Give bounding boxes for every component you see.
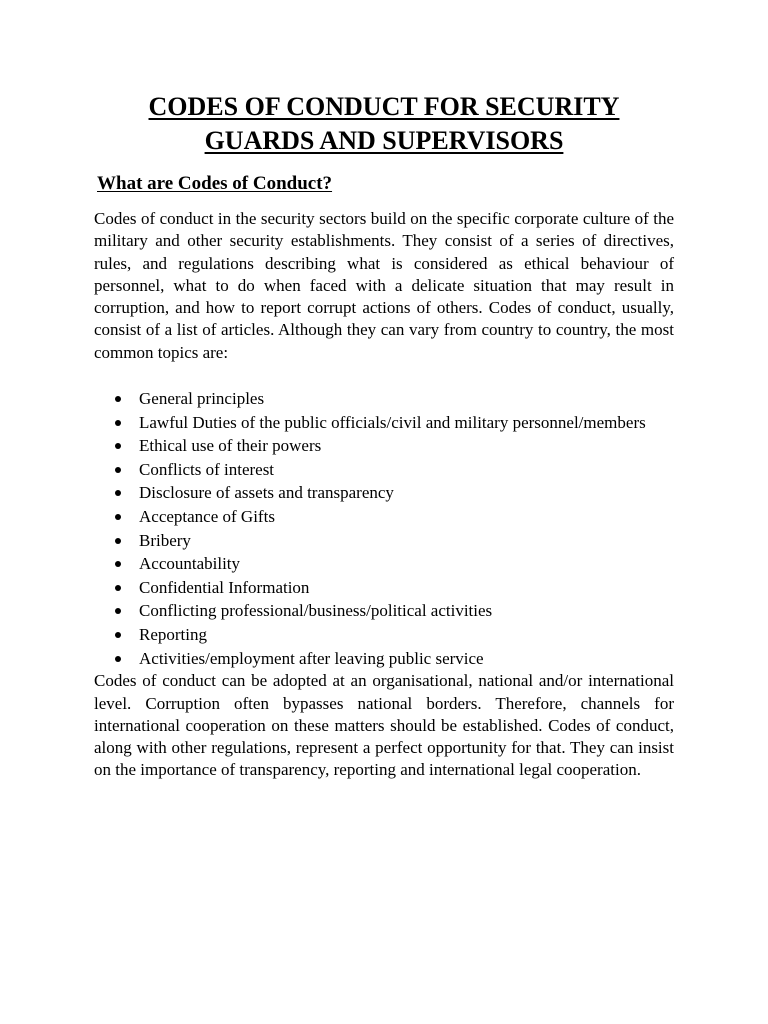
list-item-text: Disclosure of assets and transparency <box>139 483 394 503</box>
bullet-icon <box>115 467 121 473</box>
bullet-icon <box>115 420 121 426</box>
list-item <box>139 576 674 600</box>
bullet-icon <box>115 443 121 449</box>
closing-paragraph: Codes of conduct can be adopted at an organisational, national and/or international level. Corruption often bypasses national borders. Therefore, channels for international cooperation on these matters should be established. Codes of conduct, along with other regulations, represent a perfect opportunity for that. They can insist on the importance of transparency, reporting and international legal cooperation. <box>94 671 674 780</box>
list-item-text: General principles <box>139 389 265 409</box>
list-item-text: Activities/employment after leaving public service <box>139 648 484 668</box>
bullet-icon <box>115 585 121 591</box>
list-item-text: Bribery <box>139 530 191 550</box>
page-title <box>94 90 674 158</box>
topics-list <box>94 387 674 670</box>
list-item-text: Confidential Information <box>139 577 310 597</box>
bullet-icon <box>115 561 121 567</box>
bullet-icon <box>115 632 121 638</box>
list-item <box>139 434 674 458</box>
page-title-line-1: CODES OF CONDUCT FOR SECURITY <box>148 92 620 121</box>
list-item-text: Accountability <box>139 554 241 574</box>
list-item <box>139 623 674 647</box>
page-title-line-2: GUARDS AND SUPERVISORS <box>204 126 564 155</box>
intro-paragraph: Codes of conduct in the security sectors build on the specific corporate culture of the military and other security establishments. They consist of a series of directives, rules, and regulations describing what is considered as ethical behaviour of personnel, what to do when faced with a delicate situation that may result in corruption, and how to report corrupt actions of others. Codes of conduct, usually, consist of a list of articles. Although they can vary from country to country, the most common topics are: <box>94 209 674 362</box>
list-item <box>139 505 674 529</box>
bullet-icon <box>115 490 121 496</box>
list-item <box>139 458 674 482</box>
list-item <box>139 647 674 671</box>
list-item <box>139 481 674 505</box>
list-item-text: Conflicting professional/business/political activities <box>139 601 493 621</box>
bullet-icon <box>115 396 121 402</box>
list-item <box>139 529 674 553</box>
bullet-icon <box>115 656 121 662</box>
list-item-text: Ethical use of their powers <box>139 436 322 456</box>
list-item-text: Reporting <box>139 625 207 645</box>
list-item <box>139 411 674 435</box>
list-item <box>139 599 674 623</box>
bullet-icon <box>115 538 121 544</box>
list-item-text: Acceptance of Gifts <box>139 507 275 527</box>
list-item-text: Conflicts of interest <box>139 459 275 479</box>
bullet-icon <box>115 514 121 520</box>
list-item <box>139 552 674 576</box>
list-item-text: Lawful Duties of the public officials/civil and military personnel/members <box>139 412 646 432</box>
list-item <box>139 387 674 411</box>
section-heading: What are Codes of Conduct? <box>97 173 333 194</box>
bullet-icon <box>115 608 121 614</box>
